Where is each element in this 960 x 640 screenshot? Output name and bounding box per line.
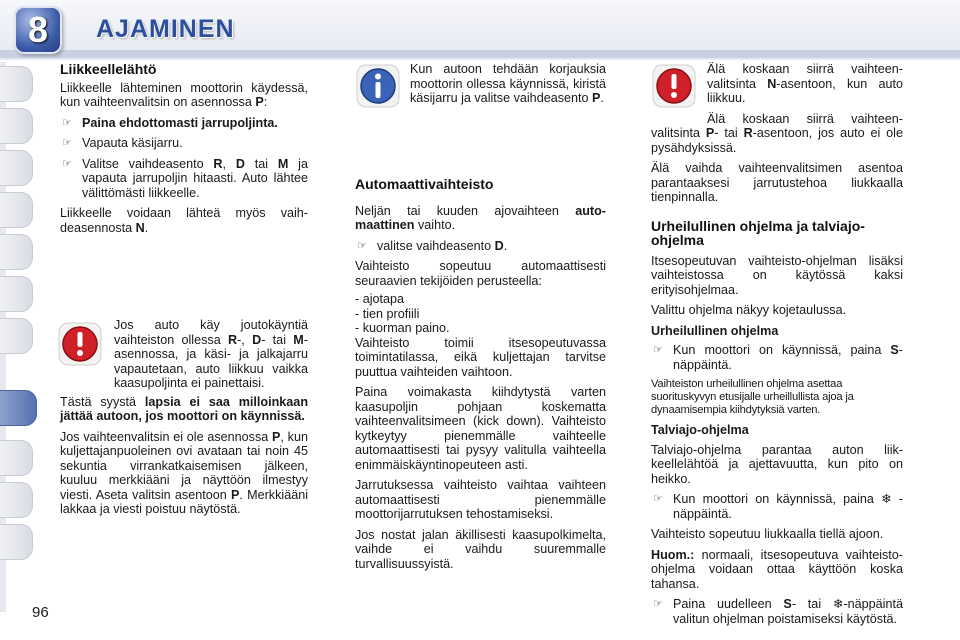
key-p: P [255, 95, 264, 109]
warning-paragraph-1 [114, 318, 308, 391]
chapter-title: AJAMINEN [96, 15, 235, 43]
bullet-select-d [355, 239, 606, 254]
key-m: M [293, 332, 304, 347]
bullet-handbrake [60, 136, 308, 151]
warn-text: , kun kuljettajanpuoleinen ovi avataan tai noin 45 sekuntia virrankatkaisemisen jälkeen, kuuluu merkkiääni ja näyttöön ilmestyy viesti. Aseta valitsin asentoon [60, 429, 308, 502]
warn-text: -asentoon, jos auto ei ole pysähdyksissä. [651, 126, 903, 155]
key-r: R [213, 156, 223, 171]
bullet-text: -näppäintä. [673, 343, 903, 372]
key-p: P [230, 487, 240, 502]
note-text: normaali, itsesopeutuva vaihteisto-ohjelma voidaan ottaa käyttöön koska tahansa. [651, 547, 903, 591]
bullet-text: Kun moottori on käynnissä, paina [673, 492, 882, 506]
warn-text: Tästä syystä [60, 394, 145, 409]
info-box [410, 62, 606, 112]
bullet-winter [651, 492, 903, 521]
bullet-text: ja vapauta jarrupoljin hitaasti. Auto lähtee välittömästi liikkeelle. [82, 156, 308, 200]
snowflake-icon: ❄ [832, 597, 844, 611]
col2-paragraph-5: Jarrutuksessa vaihteisto vaihtaa vaihteen automaattisesti pienemmälle moottorijarrutuksen tehostamiseksi. [355, 478, 606, 521]
section-title-sport-winter: Urheilullinen ohjelma ja talviajo-ohjelma [651, 217, 865, 248]
winter-paragraph: Talviajo-ohjelma parantaa auton liikkeellelähtöä ja ajettavuutta, kun pito on heikko. [651, 442, 903, 486]
chapter-tab-7[interactable] [0, 318, 33, 354]
neutral-end: . [144, 220, 149, 235]
key-s: S [783, 597, 792, 611]
hand-pointer-icon: ☞ [62, 157, 72, 170]
chapter-tab-11[interactable] [0, 524, 33, 560]
warn-text: -asentoon, kun auto liikkuu. [707, 76, 903, 105]
bullet-brake [60, 116, 308, 131]
warning-paragraph-2 [60, 395, 308, 424]
neutral-paragraph [60, 206, 308, 235]
subheading-sport: Urheilullinen ohjelma [651, 323, 779, 338]
col3-paragraph-2: Valittu ohjelma näkyy kojetaulussa. [651, 303, 847, 317]
col2-paragraph-3: Vaihteisto toimii itsesopeutuvassa toimintatilassa, eikä kuljettajan tarvitse puuttua vaihteiden vaihtoon. [355, 335, 606, 379]
bullet-text: -näppäintä. [673, 492, 904, 521]
hand-pointer-icon: ☞ [62, 116, 72, 129]
chapter-tab-5[interactable] [0, 234, 33, 270]
warning-no-park-reverse [651, 112, 903, 156]
list-item: - kuorman paino. [355, 321, 450, 335]
col2-paragraph-4: Paina voimakasta kiihdytystä varten kaasupoljin pohjaan koskematta vaihteenvalitsimeen (kick down). Vaihteisto kytkeytyy pienemmälle vaihteelle automaattisesti tai pysyy valitulla vaihteella enimmäiskäyntinopeuteen asti. [355, 385, 606, 472]
warn-text: Jos vaihteenvalitsin ei ole asennossa [60, 429, 273, 444]
info-end: . [600, 91, 604, 105]
key-d: D [494, 238, 504, 253]
warn-text: . Merkkiääni lakkaa ja viesti poistuu näytöstä. [60, 487, 309, 516]
hand-pointer-icon: ☞ [653, 493, 663, 505]
hand-pointer-icon: ☞ [653, 598, 663, 610]
hand-pointer-icon: ☞ [62, 137, 72, 149]
warning-slippery: Älä vaihda vaihteenvalitsimen asentoa parantaaksesi jarrutustehoa liukkaalla tienpinnalla. [651, 161, 903, 204]
bullet-text: -näppäintä valitun ohjelman poistamiseksi käytöstä. [673, 597, 903, 626]
warning-no-neutral [707, 62, 903, 106]
bullet-text: Kun moottori on käynnissä, paina [673, 343, 891, 357]
bullet-text: Paina uudelleen [673, 597, 784, 611]
key-m: M [277, 156, 289, 171]
key-p: P [272, 429, 281, 444]
neutral-text: Liikkeelle voidaan lähteä myös vaihdeasennosta [60, 206, 308, 235]
bold-text: automaattinen [355, 203, 606, 232]
bullet-cancel-program [651, 597, 903, 626]
intro-end: : [263, 95, 268, 109]
note-label: Huom.: [651, 547, 695, 562]
warn-text: -asennossa, ja käsi- ja jalkajarru vapautetaan, auto liikkuu vaikka kaasupoljinta ei painettaisi. [114, 332, 308, 390]
column-1-top [60, 62, 308, 241]
text: vaihto. [414, 218, 456, 232]
column-3 [651, 62, 903, 632]
column-2 [355, 177, 606, 577]
bullet-end: . [503, 238, 508, 253]
chapter-tab-2[interactable] [0, 108, 33, 144]
sep: , [222, 156, 236, 171]
header-strip [0, 50, 960, 58]
col2-paragraph-2: Vaihteisto sopeutuu automaattisesti seuraavien tekijöiden perusteella: [355, 259, 606, 288]
intro-text: Liikkeelle lähteminen moottorin käydessä, kun vaihteenvalitsin on asennossa [60, 80, 308, 109]
list-item: - ajotapa [355, 292, 405, 306]
chapter-tab-6[interactable] [0, 276, 33, 312]
info-text: Kun autoon tehdään korjauksia moottorin ollessa käynnissä, kiristä käsijarru ja valitse vaihdeasento [410, 62, 606, 105]
section-title-liikkeellelahto: Liikkeellelähtö [60, 61, 157, 77]
page-number: 96 [32, 604, 49, 621]
snowflake-icon: ❄ [881, 492, 892, 506]
chapter-tab-9[interactable] [0, 440, 33, 476]
key-d: D [235, 156, 245, 171]
sep: - tai [261, 332, 294, 347]
key-n: N [767, 76, 777, 91]
sep: - tai [714, 126, 744, 140]
chapter-tab-1[interactable] [0, 66, 33, 102]
sep: tai [244, 156, 278, 171]
chapter-tab-3[interactable] [0, 150, 33, 186]
warn-text: Älä koskaan siirrä vaihteenvalitsinta [707, 62, 903, 91]
key-d: D [252, 332, 262, 347]
bullet-select-gear [60, 157, 308, 201]
key-p: P [592, 91, 601, 105]
warn-bold-text: lapsia ei saa milloinkaan jättää autoon, jos moottori on käynnissä. [60, 394, 309, 423]
factor-list [355, 292, 606, 336]
warning-paragraph-3 [60, 430, 308, 517]
chapter-tab-10[interactable] [0, 482, 33, 518]
bullet-brake-text: Paina ehdottomasti jarrupoljinta. [82, 115, 278, 130]
section-title-automaattivaihteisto: Automaattivaihteisto [355, 176, 494, 192]
sport-note: Vaihteiston urheilullinen ohjelma asettaa suorituskyvyn etusijalle urheillullista ajoa ja dynaamisempia kiihdytyksiä varten. [651, 378, 854, 416]
column-1-warning [60, 318, 308, 523]
note-paragraph [651, 548, 903, 592]
hand-pointer-icon: ☞ [653, 344, 663, 356]
chapter-tab-4[interactable] [0, 192, 33, 228]
list-item: - tien profiili [355, 306, 420, 321]
bullet-text: valitse vaihdeasento [377, 238, 495, 253]
subheading-winter: Talviajo-ohjelma [651, 423, 749, 437]
key-p: P [705, 126, 715, 140]
bullet-sport [651, 343, 903, 372]
info-icon [356, 64, 400, 108]
warn-text: Älä koskaan siirrä vaihteenvalitsinta [651, 111, 903, 140]
warn-text: Jos auto käy joutokäyntiä vaihteiston ollessa [114, 318, 308, 347]
info-paragraph [410, 62, 606, 106]
text: Neljän tai kuuden ajovaihteen [355, 203, 576, 218]
chapter-number-badge: 8 [14, 6, 62, 54]
key-n: N [135, 220, 145, 235]
col3-paragraph-1: Itsesopeutuvan vaihteisto-ohjelman lisäksi vaihteistossa on käytössä kaksi erityisohjelmaa. [651, 253, 903, 297]
col2-paragraph-6: Jos nostat jalan äkillisesti kaasupolkimelta, vaihde ei vaihdu suuremmalle turvallisuussyistä. [355, 527, 606, 571]
key-s: S [890, 343, 899, 357]
sep: -, [237, 332, 253, 347]
key-r: R [228, 332, 238, 347]
winter-paragraph-2: Vaihteisto sopeutuu liukkaalla tiellä ajoon. [651, 527, 884, 541]
bullet-text: Valitse vaihdeasento [82, 156, 214, 171]
col2-paragraph-1 [355, 204, 606, 233]
chapter-tab-8-active[interactable] [0, 390, 37, 426]
intro-paragraph [60, 81, 308, 110]
bullet-handbrake-text: Vapauta käsijarru. [82, 136, 183, 150]
sep: - tai [791, 597, 833, 611]
hand-pointer-icon: ☞ [357, 239, 367, 252]
key-r: R [743, 126, 753, 140]
